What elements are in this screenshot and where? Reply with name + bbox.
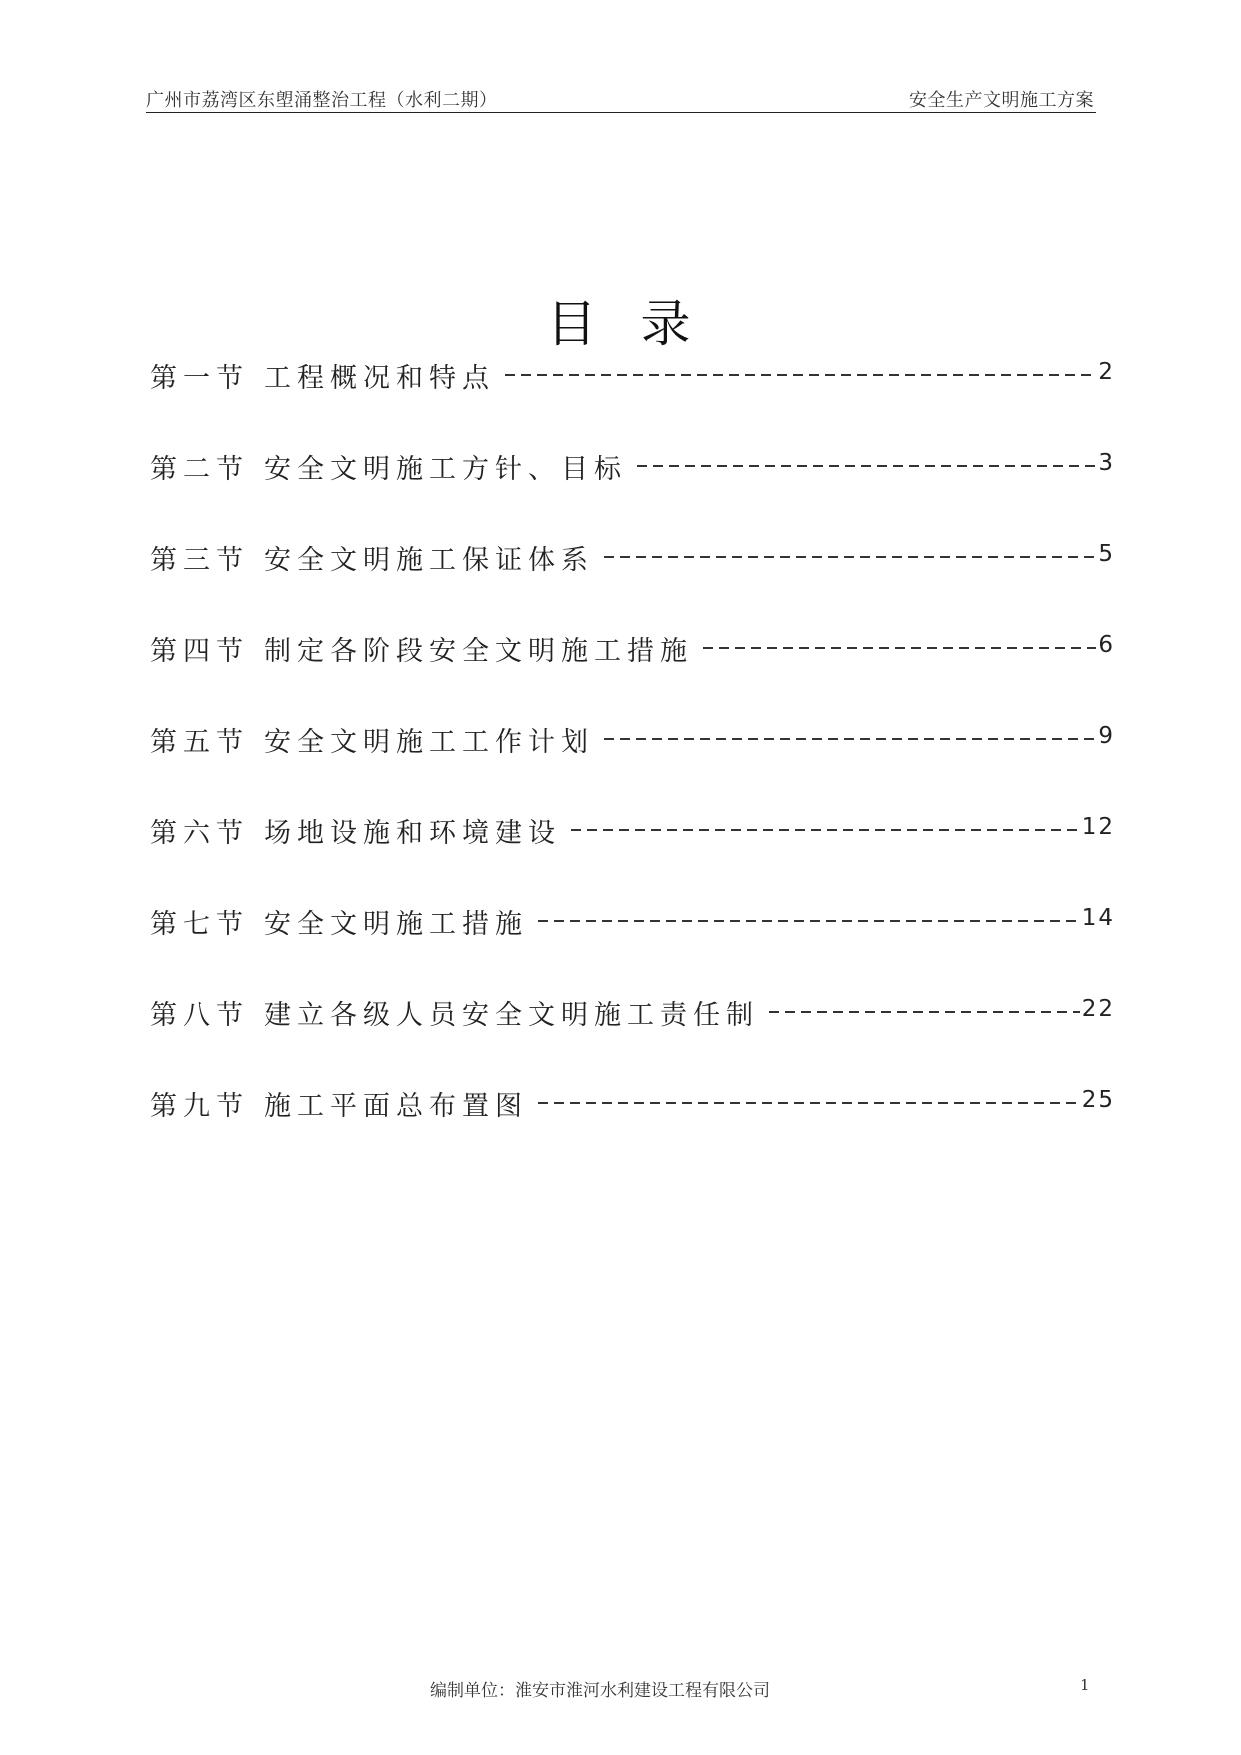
- toc-leader-line: [604, 738, 1096, 740]
- toc-entry[interactable]: [150, 538, 1115, 629]
- toc-section-title: 场地设施和环境建设: [264, 818, 561, 849]
- toc-page-number: 5: [1098, 541, 1115, 567]
- toc-section-number: 第七节: [150, 909, 249, 940]
- toc-page-number: 22: [1081, 996, 1115, 1022]
- header-document-title: 安全生产文明施工方案: [909, 90, 1094, 111]
- toc-section-number: 第五节: [150, 727, 249, 758]
- toc-entry[interactable]: [150, 356, 1115, 447]
- footer-page-number: 1: [1080, 1676, 1090, 1694]
- toc-entry[interactable]: [150, 720, 1115, 811]
- toc-leader-line: [571, 829, 1080, 831]
- toc-entry[interactable]: [150, 1084, 1115, 1175]
- toc-leader-line: [703, 647, 1096, 649]
- toc-section-number: 第八节: [150, 1000, 249, 1031]
- toc-section-title: 安全文明施工措施: [264, 909, 528, 940]
- toc-section-title: 建立各级人员安全文明施工责任制: [264, 1000, 759, 1031]
- toc-section-number: 第四节: [150, 636, 249, 667]
- toc-section-number: 第一节: [150, 363, 249, 394]
- toc-section-title: 施工平面总布置图: [264, 1091, 528, 1122]
- toc-entry[interactable]: [150, 629, 1115, 720]
- toc-entry[interactable]: [150, 811, 1115, 902]
- page-header: [146, 84, 1096, 113]
- toc-page-number: 14: [1081, 905, 1115, 931]
- toc-section-number: 第九节: [150, 1091, 249, 1122]
- toc-section-number: 第三节: [150, 545, 249, 576]
- toc-leader-line: [604, 556, 1096, 558]
- toc-page-number: 9: [1098, 723, 1115, 749]
- toc-entry[interactable]: [150, 902, 1115, 993]
- toc-leader-line: [538, 920, 1080, 922]
- toc-title: 目录: [546, 294, 735, 353]
- toc-section-number: 第六节: [150, 818, 249, 849]
- table-of-contents: [150, 356, 1115, 1175]
- toc-page-number: 3: [1098, 450, 1115, 476]
- toc-entry[interactable]: [150, 447, 1115, 538]
- toc-page-number: 25: [1081, 1087, 1115, 1113]
- toc-section-number: 第二节: [150, 454, 249, 485]
- toc-section-title: 制定各阶段安全文明施工措施: [264, 636, 693, 667]
- toc-page-number: 6: [1098, 632, 1115, 658]
- toc-leader-line: [769, 1011, 1080, 1013]
- toc-section-title: 安全文明施工保证体系: [264, 545, 594, 576]
- toc-section-title: 安全文明施工工作计划: [264, 727, 594, 758]
- toc-section-title: 安全文明施工方针、目标: [264, 454, 627, 485]
- toc-entry[interactable]: [150, 993, 1115, 1084]
- toc-section-title: 工程概况和特点: [264, 363, 495, 394]
- toc-page-number: 12: [1081, 814, 1115, 840]
- footer-organization: 编制单位：淮安市淮河水利建设工程有限公司: [430, 1681, 770, 1701]
- toc-leader-line: [505, 374, 1096, 376]
- toc-page-number: 2: [1098, 359, 1115, 385]
- toc-leader-line: [538, 1102, 1080, 1104]
- header-project-title: 广州市荔湾区东塱涌整治工程（水利二期）: [146, 90, 498, 111]
- page-footer: [0, 1676, 1241, 1700]
- toc-leader-line: [637, 465, 1096, 467]
